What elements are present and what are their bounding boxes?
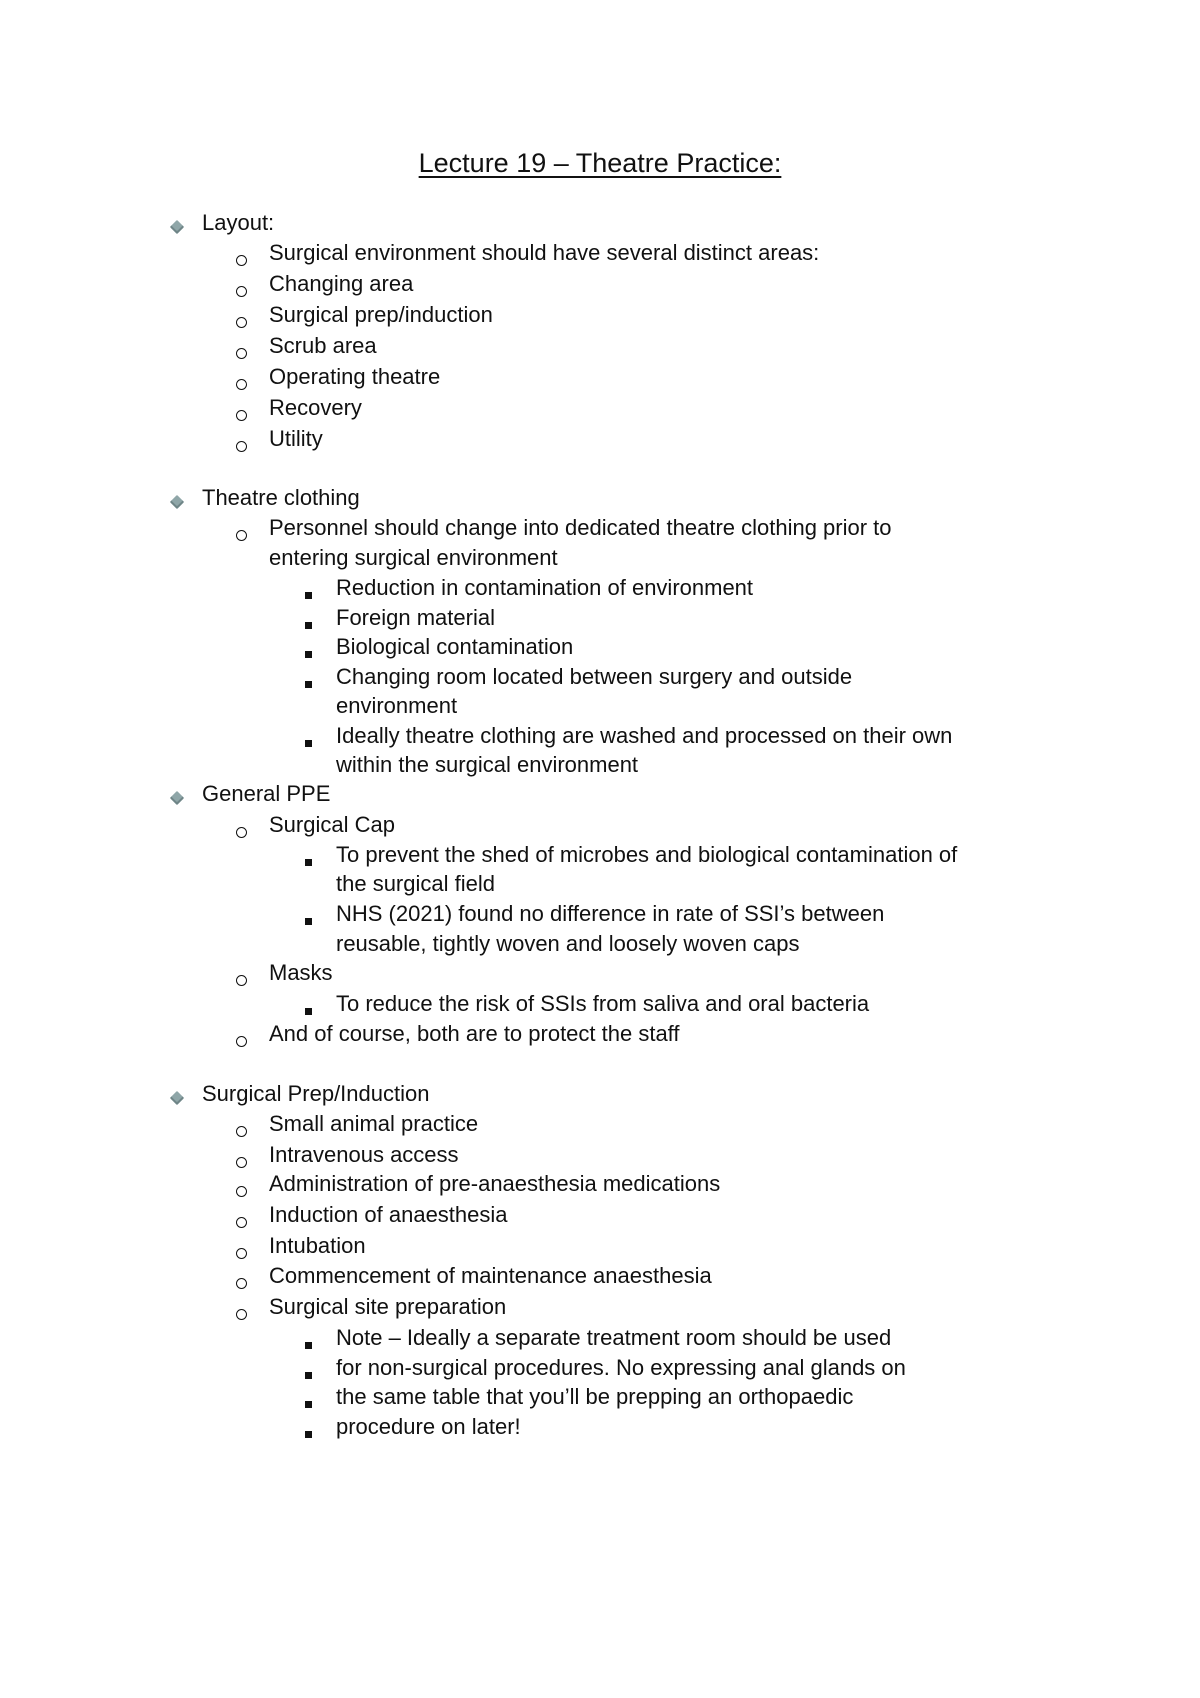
list-item: Intubation xyxy=(269,1233,366,1258)
square-bullet-icon xyxy=(305,918,312,925)
circle-bullet-icon xyxy=(236,1248,247,1259)
list-item: Commencement of maintenance anaesthesia xyxy=(269,1263,712,1288)
sub-list-item: Foreign material xyxy=(336,605,495,630)
square-bullet-icon xyxy=(305,1342,312,1349)
square-bullet-icon xyxy=(305,859,312,866)
list-item: Masks xyxy=(269,960,333,985)
square-bullet-icon xyxy=(305,1372,312,1379)
page-title: Lecture 19 – Theatre Practice: xyxy=(418,148,782,178)
square-bullet-icon xyxy=(305,622,312,629)
list-item-continuation: entering surgical environment xyxy=(269,545,558,570)
circle-bullet-icon xyxy=(236,441,247,452)
circle-bullet-icon xyxy=(236,1217,247,1228)
list-item: Utility xyxy=(269,426,323,451)
sub-list-item: the same table that you’ll be prepping an orthopaedic xyxy=(336,1384,854,1409)
circle-bullet-icon xyxy=(236,1309,247,1320)
circle-bullet-icon xyxy=(236,1036,247,1047)
section-bullet-icon xyxy=(170,495,184,509)
circle-bullet-icon xyxy=(236,1157,247,1168)
list-item: Changing area xyxy=(269,271,414,296)
section-bullet-icon xyxy=(170,220,184,234)
sub-list-item-continuation: reusable, tightly woven and loosely woven caps xyxy=(336,931,800,956)
list-item: Surgical prep/induction xyxy=(269,302,493,327)
sub-list-item-continuation: within the surgical environment xyxy=(336,752,639,777)
list-item: And of course, both are to protect the staff xyxy=(269,1021,680,1046)
circle-bullet-icon xyxy=(236,348,247,359)
square-bullet-icon xyxy=(305,651,312,658)
circle-bullet-icon xyxy=(236,1186,247,1197)
list-item: Induction of anaesthesia xyxy=(269,1202,508,1227)
list-item: Surgical environment should have several distinct areas: xyxy=(269,240,820,265)
sub-list-item: NHS (2021) found no difference in rate of SSI’s between xyxy=(336,901,885,926)
sub-list-item: for non-surgical procedures. No expressing anal glands on xyxy=(336,1355,906,1380)
circle-bullet-icon xyxy=(236,1126,247,1137)
circle-bullet-icon xyxy=(236,1278,247,1289)
sub-list-item: Changing room located between surgery and outside xyxy=(336,664,853,689)
section-heading: Layout: xyxy=(202,210,275,235)
square-bullet-icon xyxy=(305,592,312,599)
circle-bullet-icon xyxy=(236,827,247,838)
sub-list-item: Reduction in contamination of environment xyxy=(336,575,754,600)
circle-bullet-icon xyxy=(236,379,247,390)
circle-bullet-icon xyxy=(236,317,247,328)
sub-list-item: procedure on later! xyxy=(336,1414,521,1439)
section-heading: Theatre clothing xyxy=(202,485,360,510)
list-item: Recovery xyxy=(269,395,362,420)
sub-list-item: Biological contamination xyxy=(336,634,574,659)
list-item: Scrub area xyxy=(269,333,377,358)
list-item: Administration of pre-anaesthesia medications xyxy=(269,1171,721,1196)
square-bullet-icon xyxy=(305,1431,312,1438)
sub-list-item: Ideally theatre clothing are washed and processed on their own xyxy=(336,723,953,748)
circle-bullet-icon xyxy=(236,530,247,541)
sub-list-item-continuation: the surgical field xyxy=(336,871,495,896)
list-item: Operating theatre xyxy=(269,364,441,389)
section-bullet-icon xyxy=(170,1091,184,1105)
section-bullet-icon xyxy=(170,791,184,805)
list-item: Small animal practice xyxy=(269,1111,479,1136)
list-item: Intravenous access xyxy=(269,1142,459,1167)
section-heading: General PPE xyxy=(202,781,331,806)
sub-list-item: To reduce the risk of SSIs from saliva and oral bacteria xyxy=(336,991,870,1016)
square-bullet-icon xyxy=(305,740,312,747)
sub-list-item: Note – Ideally a separate treatment room should be used xyxy=(336,1325,892,1350)
list-item: Personnel should change into dedicated theatre clothing prior to xyxy=(269,515,892,540)
list-item: Surgical Cap xyxy=(269,812,395,837)
list-item: Surgical site preparation xyxy=(269,1294,507,1319)
square-bullet-icon xyxy=(305,681,312,688)
sub-list-item: To prevent the shed of microbes and biological contamination of xyxy=(336,842,958,867)
square-bullet-icon xyxy=(305,1401,312,1408)
circle-bullet-icon xyxy=(236,286,247,297)
square-bullet-icon xyxy=(305,1008,312,1015)
sub-list-item-continuation: environment xyxy=(336,693,458,718)
circle-bullet-icon xyxy=(236,410,247,421)
circle-bullet-icon xyxy=(236,975,247,986)
section-heading: Surgical Prep/Induction xyxy=(202,1081,430,1106)
circle-bullet-icon xyxy=(236,255,247,266)
